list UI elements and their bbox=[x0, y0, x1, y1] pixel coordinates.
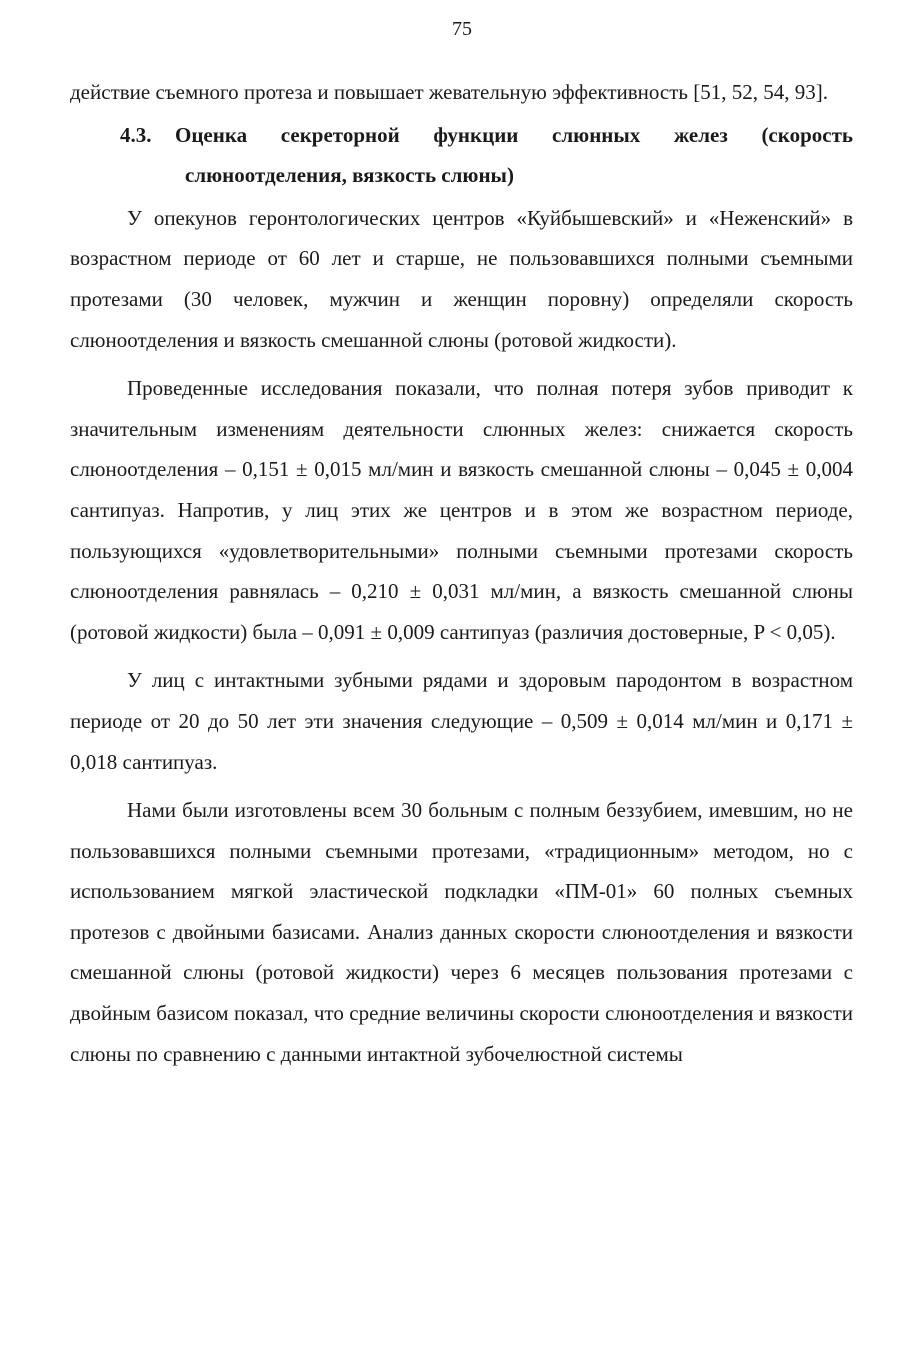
section-heading bbox=[70, 115, 853, 196]
section-title bbox=[175, 115, 853, 196]
paragraph-prosthesis-analysis: Нами были изготовлены всем 30 больным с полным беззубием, имевшим, но не пользовавшихся полными съемными протезами, «традиционным» методом, но с использованием мягкой эластической подкладки «ПМ-01» 60 полных съемных протезов с двойными базисами. Анализ данных скорости слюноотделения и вязкости смешанной слюны (ротовой жидкости) через 6 месяцев пользования протезами с двойным базисом показал, что средние величины скорости слюноотделения и вязкости слюны по сравнению с данными интактной зубочелюстной системы bbox=[70, 798, 853, 1066]
paragraph-results: Проведенные исследования показали, что полная потеря зубов приводит к значительным изменениям деятельности слюнных желез: снижается скорость слюноотделения – 0,151 ± 0,015 мл/мин и вязкость смешанной слюны – 0,045 ± 0,004 сантипуаз. Напротив, у лиц этих же центров и в этом же возрастном периоде, пользующихся «удовлетворительными» полными съемными протезами скорость слюноотделения равнялась – 0,210 ± 0,031 мл/мин, а вязкость смешанной слюны (ротовой жидкости) была – 0,091 ± 0,009 сантипуаз (различия достоверные, P < 0,05). bbox=[70, 376, 853, 644]
section-number: 4.3. bbox=[120, 122, 152, 147]
page-number: 75 bbox=[452, 18, 472, 40]
page-body bbox=[70, 72, 853, 1074]
section-title-line-1: Оценка секреторной функции слюнных желез (скорость bbox=[175, 122, 853, 147]
paragraph-continuation: действие съемного протеза и повышает жевательную эффективность [51, 52, 54, 93]. bbox=[70, 80, 828, 104]
paragraph-subjects: У опекунов геронтологических центров «Куйбышевский» и «Неженский» в возрастном периоде от 60 лет и старше, не пользовавшихся полными съемными протезами (30 человек, мужчин и женщин поровну) определяли скорость слюноотделения и вязкость смешанной слюны (ротовой жидкости). bbox=[70, 205, 853, 352]
paragraph-intact-comparison: У лиц с интактными зубными рядами и здоровым пародонтом в возрастном периоде от 20 до 50 лет эти значения следующие – 0,509 ± 0,014 мл/мин и 0,171 ± 0,018 сантипуаз. bbox=[70, 668, 853, 774]
section-title-line-2: слюноотделения, вязкость слюны) bbox=[185, 163, 514, 188]
